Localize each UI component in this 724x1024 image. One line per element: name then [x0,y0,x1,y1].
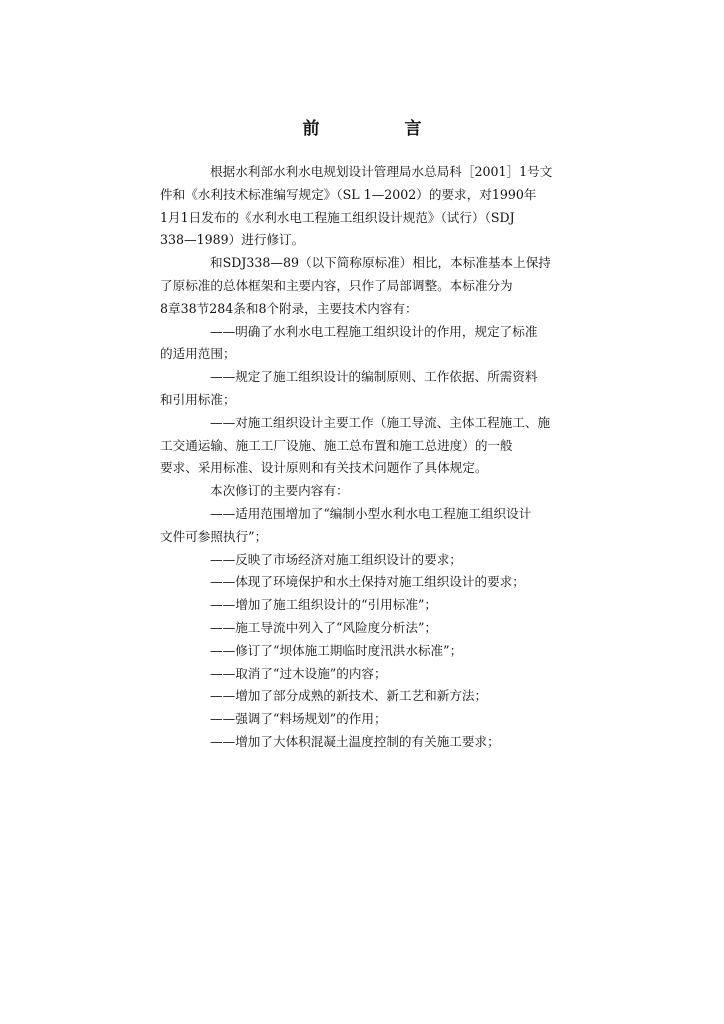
text-line: ——对施工组织设计主要工作（施工导流、主体工程施工、施 [210,414,551,430]
text-line: 了原标准的总体框架和主要内容，只作了局部调整。本标准分为 [160,277,513,293]
list-item [185,640,547,663]
list-item [185,731,547,754]
paragraph [160,252,551,320]
paragraph [160,161,553,252]
text-line: 1月1日发布的《水利水电工程施工组织设计规范》（试行）（SDJ [160,209,515,225]
list-item [185,663,547,686]
text-line: 工交通运输、施工工厂设施、施工总布置和施工总进度）的一般 [160,437,513,453]
text-line: ——修订了“坝体施工期临时度汛洪水标准”； [210,642,463,658]
text-line: ——明确了水利水电工程施工组织设计的作用，规定了标准 [210,323,538,339]
text-line: ——规定了施工组织设计的编制原则、工作依据、所需资料 [210,369,538,385]
text-line: 根据水利部水利水电规划设计管理局水总局科［2001］1号文 [210,164,553,179]
list-item [185,685,547,708]
text-line: 本次修订的主要内容有： [210,483,349,499]
list-item [185,708,547,731]
paragraph [160,503,547,549]
text-line: 的适用范围； [160,346,236,362]
page-title: 前 言 [302,119,456,139]
text-line: 和SDJ338—89（以下简称原标准）相比，本标准基本上保持 [210,255,551,271]
text-line: 338—1989）进行修订。 [160,232,305,248]
document-body [160,161,553,754]
text-line: 要求、采用标准、设计原则和有关技术问题作了具体规定。 [160,460,488,476]
paragraph [160,321,547,367]
list-item [185,571,547,594]
list-item [185,594,547,617]
paragraph [185,480,547,503]
text-line: 和引用标准； [160,391,236,407]
paragraph [160,412,551,480]
text-line: ——体现了环境保护和水土保持对施工组织设计的要求； [210,574,525,590]
text-line: 8章38节284条和8个附录，主要技术内容有： [160,300,418,316]
paragraph [160,366,547,412]
text-line: 文件可参照执行”； [160,528,268,544]
text-line: ——取消了“过木设施”的内容； [210,665,387,681]
text-line: ——强调了“料场规划”的作用； [210,711,387,727]
text-line: ——适用范围增加了“编制小型水利水电工程施工组织设计 [210,505,532,521]
list-item [185,617,547,640]
list-item [185,549,547,572]
text-line: ——增加了部分成熟的新技术、新工艺和新方法； [210,688,488,704]
text-line: ——施工导流中列入了“风险度分析法”； [210,619,437,635]
text-line: ——反映了市场经济对施工组织设计的要求； [210,551,462,567]
text-line: 件和《水利技术标准编写规定》（SL 1—2002）的要求，对1990年 [160,186,537,202]
text-line: ——增加了施工组织设计的“引用标准”； [210,597,437,613]
text-line: ——增加了大体积混凝土温度控制的有关施工要求； [210,733,500,749]
